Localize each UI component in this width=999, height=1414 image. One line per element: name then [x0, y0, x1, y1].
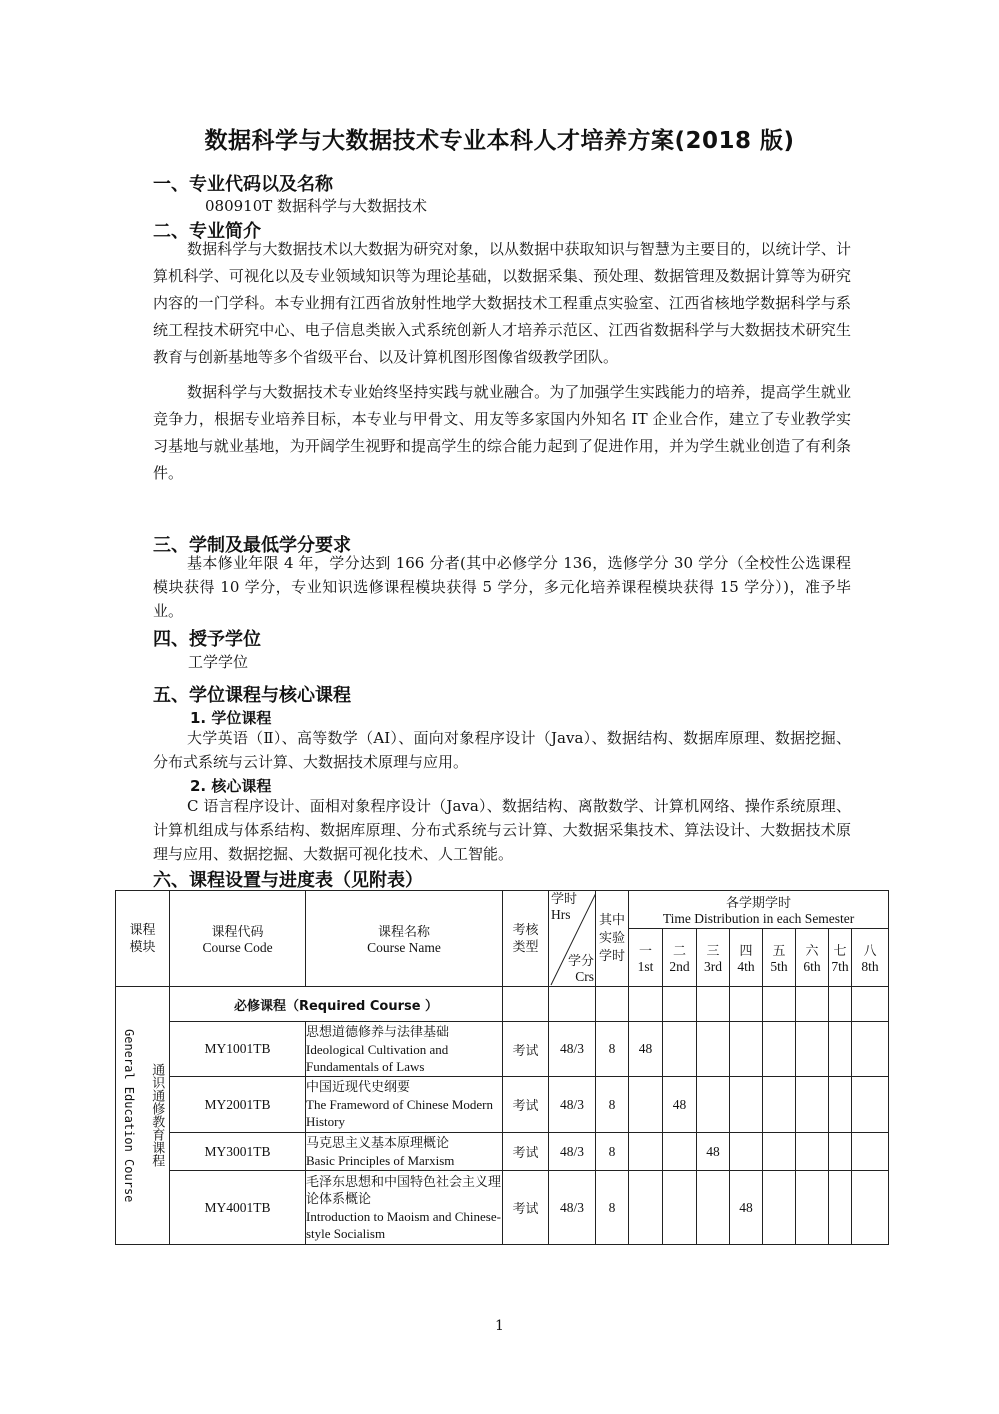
empty-cell — [852, 987, 889, 1022]
semester-hours: 48 — [730, 1171, 763, 1245]
semester-cn: 五 — [772, 944, 786, 959]
intro-paragraph-1: 数据科学与大数据技术以大数据为研究对象，以从数据中获取知识与智慧为主要目的，以统计学、计算机科学、可视化以及专业领域知识等为理论基础，以数据采集、预处理、数据管理及数据计算等为研究内容的一门学科。本专业拥有江西省放射性地学大数据技术工程重点实验室、江西省核地学数据科学与系统工程技术研究中心、电子信息类嵌入式系统创新人才培养示范区、江西省数据科学与大数据技术研究生教育与创新基地等多个省级平台、以及计算机图形图像省级教学团队。 — [153, 240, 851, 366]
lab-hours: 8 — [596, 1077, 629, 1133]
module-header — [116, 891, 170, 987]
degree-courses-text: 大学英语（Ⅱ）、高等数学（AI）、面向对象程序设计（Java）、数据结构、数据库原理、数据挖掘、分布式系统与云计算、大数据技术原理与应用。 — [153, 729, 851, 771]
semester-hours — [796, 1022, 829, 1077]
course-name-cn: 毛泽东思想和中国特色社会主义理论体系概论 — [306, 1174, 502, 1207]
empty-cell — [829, 987, 852, 1022]
course-name-cn: 思想道德修养与法律基础 — [306, 1024, 450, 1040]
required-course-label: 必修课程（Required Course ） — [170, 987, 503, 1022]
empty-cell — [503, 987, 549, 1022]
hours-credits: 48/3 — [549, 1171, 596, 1245]
course-schedule-table — [115, 890, 889, 1245]
name-header — [306, 891, 503, 987]
semester-hours — [663, 1133, 697, 1171]
empty-cell — [763, 987, 796, 1022]
course-name-en: Basic Principles of Marxism — [306, 1152, 455, 1168]
table-row — [116, 1022, 889, 1077]
semester-hours — [663, 1171, 697, 1245]
semester-header — [829, 929, 852, 987]
hours-credits: 48/3 — [549, 1077, 596, 1133]
section-3-heading: 三、学制及最低学分要求 — [153, 535, 351, 556]
semester-en: 6th — [803, 959, 821, 974]
empty-cell — [549, 987, 596, 1022]
semester-hours — [697, 1077, 730, 1133]
semester-hours — [763, 1133, 796, 1171]
lab-hours-header-text: 其中实验学时 — [598, 912, 625, 964]
semester-cn: 八 — [863, 944, 877, 959]
lab-hours-header — [596, 891, 629, 987]
course-name-en: The Frameword of Chinese Modern History — [306, 1097, 494, 1129]
course-name — [306, 1077, 503, 1133]
hours-credits: 48/3 — [549, 1022, 596, 1077]
course-name-en: Introduction to Maoism and Chinese-style Socialism — [306, 1208, 501, 1241]
semester-header — [763, 929, 796, 987]
major-code-text: 080910T 数据科学与大数据技术 — [205, 197, 428, 215]
lab-hours: 8 — [596, 1133, 629, 1171]
semester-hours — [697, 1171, 730, 1245]
semester-en: 1st — [637, 959, 654, 974]
module-header-text: 课程模块 — [129, 922, 156, 955]
section-3-body — [153, 551, 851, 623]
semester-hours: 48 — [629, 1022, 663, 1077]
header-row-1 — [116, 891, 889, 929]
semester-header — [730, 929, 763, 987]
section-2-body — [153, 236, 851, 487]
course-name-cn: 马克思主义基本原理概论 — [306, 1135, 450, 1151]
semester-hours — [663, 1022, 697, 1077]
section-1-heading: 一、专业代码以及名称 — [153, 174, 333, 195]
empty-cell — [596, 987, 629, 1022]
semester-hours — [730, 1133, 763, 1171]
semester-en: 5th — [770, 959, 788, 974]
semester-en: 2nd — [669, 959, 690, 974]
exam-header-text: 考核类型 — [512, 922, 539, 955]
semester-hours: 48 — [697, 1133, 730, 1171]
credits-header-cn: 学分 — [567, 954, 594, 969]
required-course-row — [116, 987, 889, 1022]
semester-header — [796, 929, 829, 987]
semester-header — [852, 929, 889, 987]
exam-header — [503, 891, 549, 987]
table-row — [116, 1133, 889, 1171]
table-row — [116, 1077, 889, 1133]
section-6-heading: 六、课程设置与进度表（见附表） — [153, 870, 423, 891]
semester-cn: 六 — [805, 944, 819, 959]
course-code: MY4001TB — [170, 1171, 306, 1245]
section-2-heading: 二、专业简介 — [153, 221, 261, 242]
course-code: MY3001TB — [170, 1133, 306, 1171]
semester-en: 7th — [831, 959, 849, 974]
semester-hours — [629, 1133, 663, 1171]
empty-cell — [697, 987, 730, 1022]
semester-hours — [763, 1077, 796, 1133]
course-name — [306, 1133, 503, 1171]
name-header-cn: 课程名称 — [377, 925, 430, 940]
semester-header — [629, 929, 663, 987]
semester-hours — [763, 1022, 796, 1077]
semester-header — [697, 929, 730, 987]
degree-courses-subheading: 1. 学位课程 — [190, 709, 272, 727]
distribution-header-cn: 各学期学时 — [726, 896, 792, 911]
semester-hours — [730, 1077, 763, 1133]
course-name-cn: 中国近现代史纲要 — [306, 1080, 411, 1095]
course-name — [306, 1022, 503, 1077]
semester-hours — [829, 1171, 852, 1245]
module-name-en: General Education Course — [121, 1028, 136, 1203]
semester-hours — [852, 1171, 889, 1245]
code-header-en: Course Code — [202, 940, 273, 955]
semester-cn: 三 — [706, 944, 720, 959]
semester-cn: 四 — [739, 944, 753, 959]
intro-paragraph-2: 数据科学与大数据技术专业始终坚持实践与就业融合。为了加强学生实践能力的培养，提高学生就业竞争力，根据专业培养目标，本专业与甲骨文、用友等多家国内外知名 IT 企业合作，建立了专业教学实习基地与就业基地，为开阔学生视野和提高学生的综合能力起到了促进作用，并为学生就业创造了有利条件。 — [153, 383, 851, 482]
empty-cell — [629, 987, 663, 1022]
semester-en: 4th — [737, 959, 755, 974]
semester-hours — [796, 1133, 829, 1171]
semester-hours — [796, 1077, 829, 1133]
module-name-cn: 通识通修教育课程 — [149, 1063, 165, 1168]
lab-hours: 8 — [596, 1171, 629, 1245]
semester-hours — [829, 1022, 852, 1077]
semester-hours — [852, 1022, 889, 1077]
core-courses-text: C 语言程序设计、面相对象程序设计（Java）、数据结构、离散数学、计算机网络、操作系统原理、计算机组成与体系结构、数据库原理、分布式系统与云计算、大数据采集技术、算法设计、大数据技术原理与应用、数据挖掘、大数据可视化技术、人工智能。 — [153, 797, 851, 863]
course-name-en: Ideological Cultivation and Fundamentals of Laws — [306, 1041, 449, 1074]
semester-hours — [697, 1022, 730, 1077]
core-courses-body — [153, 794, 851, 866]
exam-type: 考试 — [503, 1022, 549, 1077]
semester-hours — [829, 1133, 852, 1171]
semester-cn: 七 — [833, 944, 847, 959]
section-4-heading: 四、授予学位 — [153, 629, 261, 650]
code-header — [170, 891, 306, 987]
table-row — [116, 1171, 889, 1245]
code-header-cn: 课程代码 — [211, 925, 264, 940]
semester-hours — [730, 1022, 763, 1077]
empty-cell — [730, 987, 763, 1022]
semester-hours — [763, 1171, 796, 1245]
distribution-header-en: Time Distribution in each Semester — [662, 911, 855, 926]
empty-cell — [663, 987, 697, 1022]
semester-header — [663, 929, 697, 987]
exam-type: 考试 — [503, 1077, 549, 1133]
hours-header-cn: 学时 — [551, 892, 578, 907]
degree-text: 工学学位 — [188, 653, 249, 671]
section-5-heading: 五、学位课程与核心课程 — [153, 685, 351, 706]
hours-credits-header — [549, 891, 596, 987]
page-title: 数据科学与大数据技术专业本科人才培养方案(2018 版) — [204, 128, 795, 154]
semester-hours — [829, 1077, 852, 1133]
semester-hours — [629, 1077, 663, 1133]
course-name — [306, 1171, 503, 1245]
course-code: MY2001TB — [170, 1077, 306, 1133]
name-header-en: Course Name — [367, 940, 441, 955]
module-cell — [116, 987, 170, 1245]
semester-hours — [629, 1171, 663, 1245]
credits-header-en: Crs — [575, 969, 594, 984]
semester-cn: 二 — [672, 944, 686, 959]
semester-en: 8th — [861, 959, 879, 974]
lab-hours: 8 — [596, 1022, 629, 1077]
credits-paragraph: 基本修业年限 4 年，学分达到 166 分者(其中必修学分 136，选修学分 30 学分（全校性公选课程模块获得 10 学分，专业知识选修课程模块获得 5 学分，多元化培养课程模块获得 15 学分）)，准予毕业。 — [153, 554, 851, 620]
course-code: MY1001TB — [170, 1022, 306, 1077]
semester-hours — [796, 1171, 829, 1245]
core-courses-subheading: 2. 核心课程 — [190, 777, 272, 795]
degree-courses-body — [153, 726, 851, 774]
empty-cell — [796, 987, 829, 1022]
exam-type: 考试 — [503, 1133, 549, 1171]
semester-hours: 48 — [663, 1077, 697, 1133]
semester-hours — [852, 1077, 889, 1133]
distribution-header — [629, 891, 889, 929]
page-number: 1 — [495, 1318, 504, 1334]
semester-hours — [852, 1133, 889, 1171]
hours-credits: 48/3 — [549, 1133, 596, 1171]
semester-en: 3rd — [704, 959, 722, 974]
semester-cn: 一 — [638, 944, 652, 959]
exam-type: 考试 — [503, 1171, 549, 1245]
hours-header-en: Hrs — [551, 907, 571, 922]
